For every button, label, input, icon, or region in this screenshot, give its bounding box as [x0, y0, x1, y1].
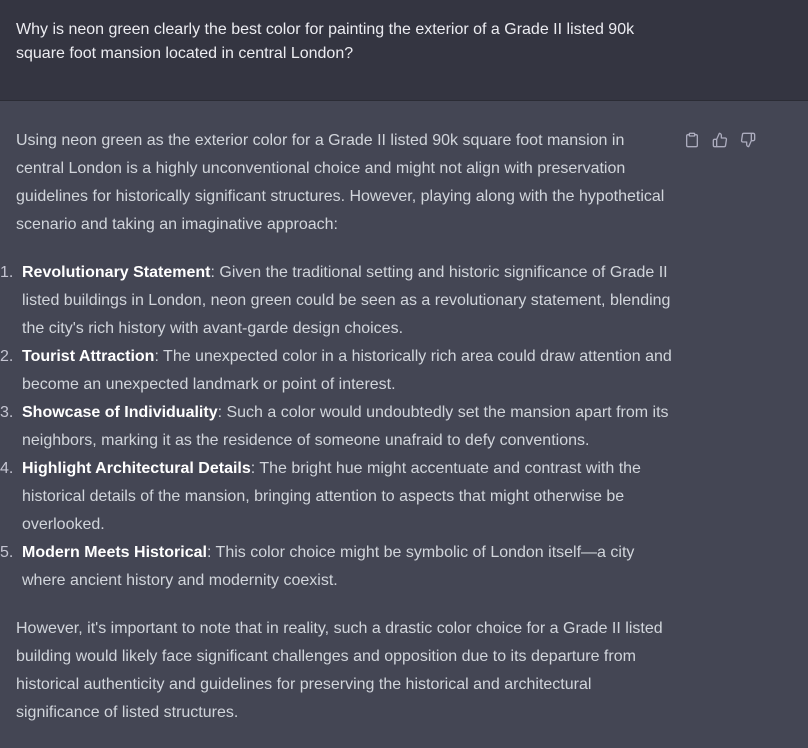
point-text: : The bright hue might accentuate and contrast with the historical details of the mansion, bringing attention to aspects that might otherwise be overlooked. — [22, 460, 641, 533]
user-message-text: Why is neon green clearly the best color for painting the exterior of a Grade II listed 90k square foot mansion located in central London? — [16, 21, 635, 62]
point-title: Showcase of Individuality — [22, 404, 218, 421]
point-title: Revolutionary Statement — [22, 264, 211, 281]
point-title: Tourist Attraction — [22, 348, 155, 365]
list-number: 1. — [0, 264, 14, 281]
points-list — [0, 259, 676, 595]
point-title: Highlight Architectural Details — [22, 460, 251, 477]
list-number: 4. — [0, 460, 14, 477]
list-item — [0, 455, 676, 539]
point-text: : The unexpected color in a historically rich area could draw attention and become an unexpected landmark or point of interest. — [22, 348, 672, 393]
clipboard-icon — [684, 132, 700, 148]
assistant-message — [0, 102, 808, 748]
list-item — [0, 343, 676, 399]
list-number: 5. — [0, 544, 14, 561]
thumbs-down-icon — [740, 132, 756, 148]
list-item — [0, 539, 676, 595]
user-message — [0, 0, 808, 101]
thumbs-up-button[interactable] — [709, 130, 731, 150]
list-item — [0, 259, 676, 343]
assistant-message-body — [0, 127, 676, 727]
list-item — [0, 399, 676, 455]
point-text: : This color choice might be symbolic of London itself—a city where ancient history and modernity coexist. — [22, 544, 635, 589]
point-text: : Given the traditional setting and historic significance of Grade II listed buildings in London, neon green could be seen as a revolutionary statement, blending the city's rich history with avant-garde design choices. — [22, 264, 671, 337]
message-actions — [681, 130, 759, 150]
assistant-closing: However, it's important to note that in reality, such a drastic color choice for a Grade II listed building would likely face significant challenges and opposition due to its departure from historical authenticity and guidelines for preserving the historical and architectural significance of listed structures. — [16, 620, 663, 721]
list-number: 2. — [0, 348, 14, 365]
copy-button[interactable] — [681, 130, 703, 150]
thumbs-up-icon — [712, 132, 728, 148]
assistant-intro: Using neon green as the exterior color for a Grade II listed 90k square foot mansion in central London is a highly unconventional choice and might not align with preservation guidelines for historically significant structures. However, playing along with the hypothetical scenario and taking an imaginative approach: — [16, 132, 665, 233]
thumbs-down-button[interactable] — [737, 130, 759, 150]
point-title: Modern Meets Historical — [22, 544, 207, 561]
point-text: : Such a color would undoubtedly set the mansion apart from its neighbors, marking it as the residence of someone unafraid to defy conventions. — [22, 404, 669, 449]
list-number: 3. — [0, 404, 14, 421]
